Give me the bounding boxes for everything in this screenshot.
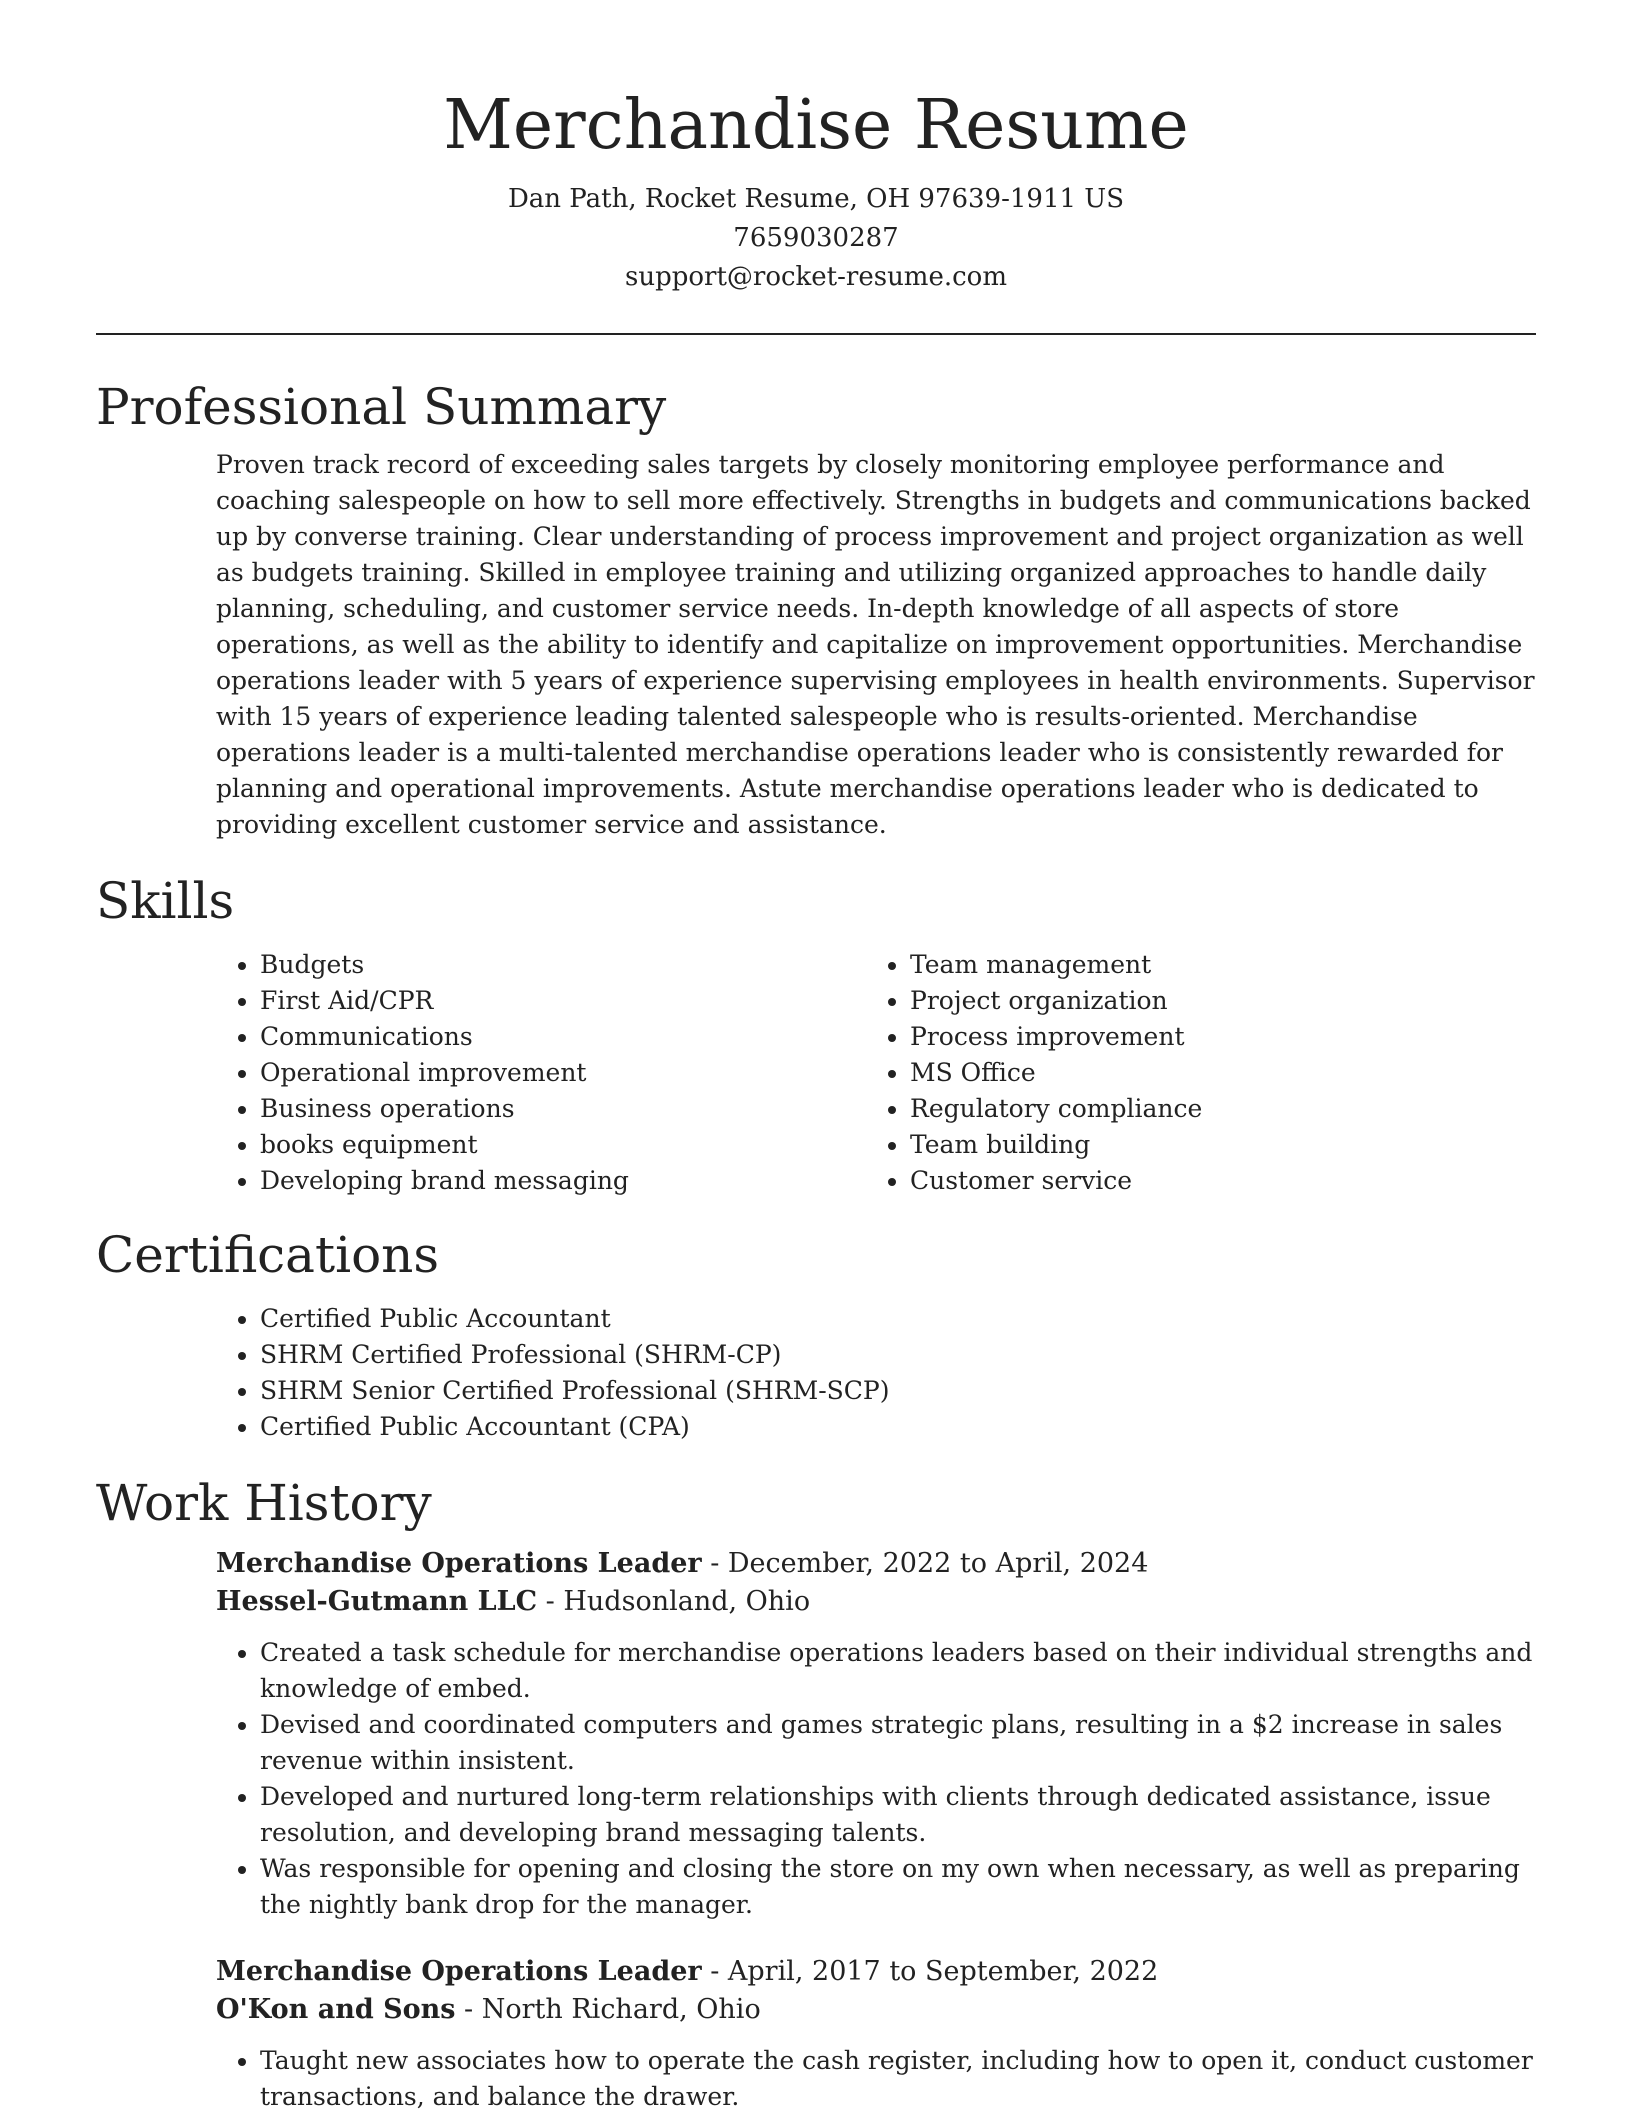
header-divider	[96, 333, 1536, 335]
job-title-line	[216, 1545, 1536, 1583]
job-dates: - December, 2022 to April, 2024	[701, 1548, 1149, 1579]
certifications-heading: Certifications	[96, 1226, 440, 1284]
job-bullets	[216, 2043, 1536, 2115]
job-company-line	[216, 1991, 1536, 2029]
certifications-section	[96, 1223, 1536, 1445]
skill-item: • First Aid/CPR	[260, 983, 866, 1019]
job-role: Merchandise Operations Leader	[216, 1548, 702, 1579]
job-bullet: • Developed and nurtured long-term relationships with clients through dedicated assistance, issue resolution, and developing brand messaging talents.	[260, 1779, 1536, 1851]
skill-item: • Process improvement	[910, 1019, 1516, 1055]
resume-title: Merchandise Resume	[443, 86, 1189, 165]
summary-text: Proven track record of exceeding sales targets by closely monitoring employee performance and coaching salespeople on how to sell more effectively. Strengths in budgets and communications backed up by converse training. Clear understanding of process improvement and project organization as well as budgets training. Skilled in employee training and utilizing organized approaches to handle daily planning, scheduling, and customer service needs. In-depth knowledge of all aspects of store operations, as well as the ability to identify and capitalize on improvement opportunities. Merchandise operations leader with 5 years of experience supervising employees in health environments. Supervisor with 15 years of experience leading talented salespeople who is results-oriented. Merchandise operations leader is a multi-talented merchandise operations leader who is consistently rewarded for planning and operational improvements. Astute merchandise operations leader who is dedicated to providing excellent customer service and assistance.	[216, 450, 1535, 839]
job-bullet: • Devised and coordinated computers and games strategic plans, resulting in a $2 increase in sales revenue within insistent.	[260, 1707, 1536, 1779]
skills-columns	[216, 947, 1536, 1199]
job-location: - North Richard, Ohio	[455, 1994, 761, 2025]
job-company-line	[216, 1583, 1536, 1621]
skill-item: • Team management	[910, 947, 1516, 983]
skill-item: • Customer service	[910, 1163, 1516, 1199]
skill-item: • Business operations	[260, 1091, 866, 1127]
contact-address: Dan Path, Rocket Resume, OH 97639-1911 US	[507, 184, 1125, 214]
contact-phone: 7659030287	[733, 223, 899, 253]
skill-item: • books equipment	[260, 1127, 866, 1163]
job-role: Merchandise Operations Leader	[216, 1956, 702, 1987]
job-title-line	[216, 1953, 1536, 1991]
job-entry	[96, 1953, 1536, 2115]
job-bullets	[216, 1635, 1536, 1923]
job-bullet: • Created a task schedule for merchandise operations leaders based on their individual strengths and knowledge of embed.	[260, 1635, 1536, 1707]
skill-item: • MS Office	[910, 1055, 1516, 1091]
skill-item: • Developing brand messaging	[260, 1163, 866, 1199]
skills-list-right	[866, 947, 1516, 1199]
job-location: - Hudsonland, Ohio	[537, 1586, 811, 1617]
resume-page	[96, 0, 1536, 2115]
skill-item: • Project organization	[910, 983, 1516, 1019]
skill-item: • Regulatory compliance	[910, 1091, 1516, 1127]
job-company: Hessel-Gutmann LLC	[216, 1586, 538, 1617]
contact-email: support@rocket-resume.com	[624, 262, 1007, 292]
job-bullet: • Was responsible for opening and closing the store on my own when necessary, as well as preparing the nightly bank drop for the manager.	[260, 1851, 1536, 1923]
skills-heading: Skills	[96, 872, 235, 930]
job-dates: - April, 2017 to September, 2022	[701, 1956, 1159, 1987]
work-history-heading: Work History	[96, 1474, 432, 1532]
skills-list-left	[216, 947, 866, 1199]
contact-block	[96, 180, 1536, 297]
skill-item: • Team building	[910, 1127, 1516, 1163]
skill-item: • Communications	[260, 1019, 866, 1055]
certification-item: • Certified Public Accountant	[260, 1301, 1536, 1337]
job-bullet: • Taught new associates how to operate the cash register, including how to open it, conduct customer transactions, and balance the drawer.	[260, 2043, 1536, 2115]
skills-section	[96, 869, 1536, 1199]
certifications-list	[216, 1301, 1536, 1445]
certification-item: • SHRM Certified Professional (SHRM-CP)	[260, 1337, 1536, 1373]
summary-heading: Professional Summary	[96, 378, 667, 436]
certification-item: • SHRM Senior Certified Professional (SHRM-SCP)	[260, 1373, 1536, 1409]
job-company: O'Kon and Sons	[216, 1994, 456, 2025]
summary-section	[96, 375, 1536, 843]
job-entry	[96, 1545, 1536, 1923]
work-history-section	[96, 1471, 1536, 2115]
certification-item: • Certified Public Accountant (CPA)	[260, 1409, 1536, 1445]
skill-item: • Operational improvement	[260, 1055, 866, 1091]
skill-item: • Budgets	[260, 947, 866, 983]
